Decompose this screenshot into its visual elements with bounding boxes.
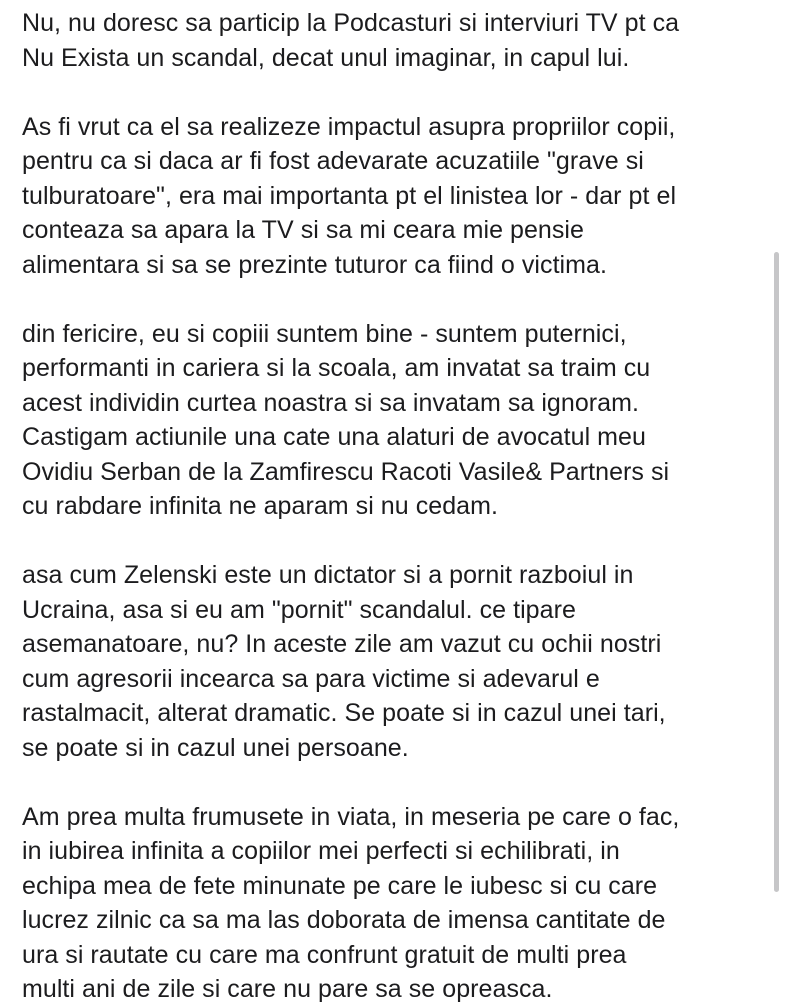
- post-text: Nu, nu doresc sa particip la Podcasturi si interviuri TV pt ca Nu Exista un scandal, decat unul imaginar, in capul lui. As fi vrut ca el sa realizeze impactul asupra propriilor copii, pentru ca si daca ar fi fost adevarate acuzatiile "grave si tulburatoare", era mai importanta pt el linistea lor - dar pt el conteaza sa apara la TV si sa mi ceara mie pensie alimentara si sa se prezinte tuturor ca fiind o victima. din fericire, eu si copiii suntem bine - suntem puternici, performanti in cariera si la scoala, am invatat sa traim cu acest individin curtea noastra si sa invatam sa ignoram. Castigam actiunile una cate una alaturi de avocatul meu Ovidiu Serban de la Zamfirescu Racoti Vasile& Partners si cu rabdare infinita ne aparam si nu cedam. asa cum Zelenski este un dictator si a pornit razboiul in Ucraina, asa si eu am "pornit" scandalul. ce tipare asemanatoare, nu? In aceste zile am vazut cu ochii nostri cum agresorii incearca sa para victime si adevarul e rastalmacit, alterat dramatic. Se poate si in cazul unei tari, se poate si in cazul unei persoane. Am prea multa frumusete in viata, in meseria pe care o fac, in iubirea infinita a copiilor mei perfecti si echilibrati, in echipa mea de fete minunate pe care le iubesc si cu care lucrez zilnic ca sa ma las doborata de imensa cantitate de ura si rautate cu care ma confrunt gratuit de multi prea multi ani de zile si care nu pare sa se opreasca.: [22, 9, 680, 1003]
- vertical-scrollbar[interactable]: [774, 252, 779, 892]
